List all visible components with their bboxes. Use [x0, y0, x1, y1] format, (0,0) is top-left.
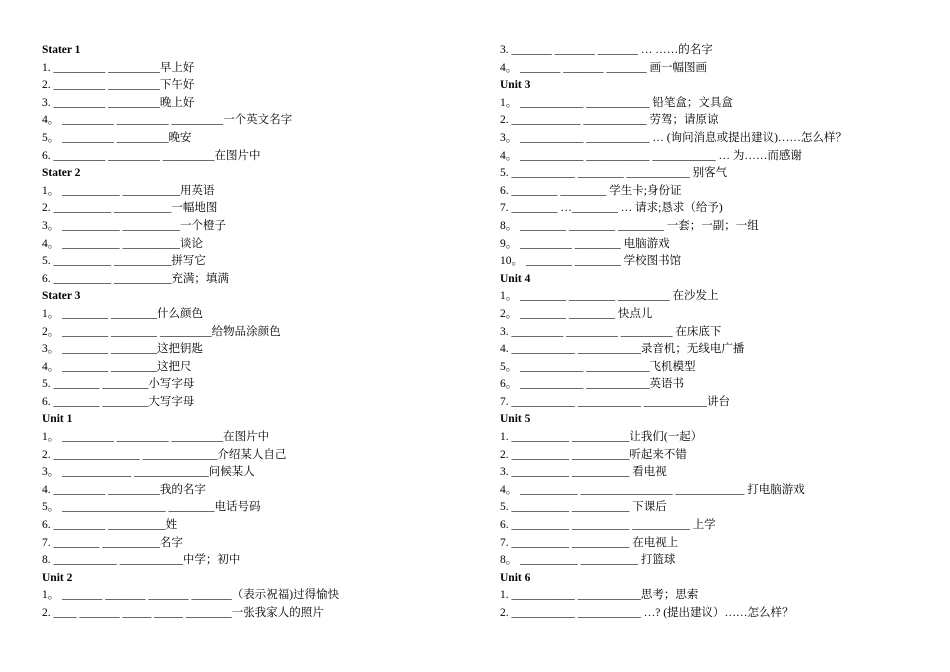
exercise-item: 4. ___________ ___________录音机；无线电广播: [500, 343, 745, 356]
exercise-item: 6. ________ ________ 学生卡;身份证: [500, 184, 682, 197]
exercise-item: 3。 __________ __________一个橙子: [42, 219, 226, 232]
section-heading: Unit 5: [500, 413, 531, 426]
exercise-item: 2. ____ _______ _____ _____ ________一张我家人的照片: [42, 607, 324, 619]
exercise-item: 4。 ___________ ___________ ___________ … 为……而感谢: [500, 149, 802, 162]
exercise-item: 2. __________ __________听起来不错: [500, 448, 687, 461]
exercise-item: 6。 ___________ ___________英语书: [500, 378, 684, 391]
exercise-item: 5。 _________ _________晚安: [42, 131, 192, 144]
exercise-item: 2. _________ _________下午好: [42, 79, 195, 92]
exercise-item: 1。 __________ __________用英语: [42, 184, 215, 197]
exercise-item: 2. _______________ _____________介绍某人自己: [42, 448, 287, 461]
exercise-item: 6. _________ __________姓: [42, 519, 178, 532]
exercise-item: 2。 ________ ________ _________给物品涂颜色: [42, 325, 281, 338]
exercise-item: 1. ___________ ___________思考；思索: [500, 589, 699, 602]
exercise-item: 8. ___________ ___________中学；初中: [42, 554, 241, 567]
exercise-item: 2. __________ __________一幅地图: [42, 202, 218, 215]
exercise-item: 7. ___________ ___________ ___________讲台: [500, 395, 730, 408]
exercise-item: 7. __________ __________ 在电视上: [500, 536, 679, 549]
section-heading: Unit 6: [500, 571, 531, 584]
exercise-item: 4。 __________ __________谈论: [42, 237, 203, 250]
exercise-item: 4。 ________ ________这把尺: [42, 360, 192, 373]
exercise-item: 1. __________ __________让我们(一起）: [500, 431, 703, 444]
exercise-item: 5. ___________ ________ ___________ 别客气: [500, 167, 728, 180]
exercise-item: 4. _________ _________我的名字: [42, 483, 206, 496]
exercise-item: 2. ___________ ___________ …? (提出建议）……怎么样？: [500, 607, 794, 619]
exercise-item: 6. _________ _________ _________在图片中: [42, 149, 261, 162]
exercise-item: 2。 ________ ________ 快点儿: [500, 307, 653, 320]
section-heading: Unit 2: [42, 571, 73, 584]
exercise-item: 3。 ___________ ___________ … (询问消息或提出建议)……怎么样？: [500, 131, 847, 144]
section-heading: Stater 2: [42, 167, 81, 180]
exercise-item: 5。 __________________ ________电话号码: [42, 501, 261, 514]
exercise-item: 6. __________ __________ __________ 上学: [500, 519, 716, 532]
exercise-item: 1。 _________ _________ _________在图片中: [42, 431, 270, 444]
exercise-item: 5。 ___________ ___________飞机模型: [500, 360, 696, 373]
exercise-item: 5. ________ ________小写字母: [42, 378, 195, 391]
section-heading: Unit 3: [500, 79, 531, 92]
exercise-item: 3。 ____________ _____________问候某人: [42, 466, 255, 479]
exercise-item: 3. _______ _______ _______ … ……的名字: [500, 44, 713, 56]
exercise-item: 4。 __________ ________________ ____________ 打电脑游戏: [500, 483, 805, 496]
exercise-item: 3. __________ __________ 看电视: [500, 466, 667, 479]
exercise-item: 1。 _______ _______ _______ _______（表示祝福)过得愉快: [42, 589, 340, 602]
section-heading: Unit 4: [500, 272, 531, 285]
exercise-item: 3. _________ _________晚上好: [42, 96, 195, 109]
section-heading: Stater 1: [42, 44, 81, 56]
exercise-item: 1。 ___________ ___________ 铅笔盒；文具盒: [500, 96, 733, 109]
exercise-item: 5. __________ __________拼写它: [42, 255, 206, 268]
section-heading: Unit 1: [42, 413, 73, 426]
exercise-item: 7. ________ …________ … 请求;恳求（给予): [500, 202, 723, 215]
exercise-item: 5. __________ __________ 下课后: [500, 501, 667, 514]
exercise-item: 10。 ________ ________ 学校图书馆: [500, 255, 682, 268]
exercise-item: 1。 ________ ________ _________ 在沙发上: [500, 290, 719, 303]
exercise-item: 6. __________ __________充满；填满: [42, 272, 229, 285]
exercise-item: 4。 _________ _________ _________一个英文名字: [42, 114, 293, 127]
exercise-item: 4。 _______ _______ _______ 画一幅图画: [500, 61, 707, 74]
exercise-item: 1. _________ _________早上好: [42, 61, 195, 74]
exercise-item: 3. _________ _________ _________ 在床底下: [500, 325, 722, 338]
exercise-item: 8。 ________ ________ ________ 一套；一副；一组: [500, 219, 759, 232]
left-column: [42, 42, 462, 623]
exercise-item: 1。 ________ ________什么颜色: [42, 307, 203, 320]
exercise-item: 9。 _________ ________ 电脑游戏: [500, 237, 670, 250]
section-heading: Stater 3: [42, 290, 81, 303]
exercise-item: 2. ____________ ___________ 劳驾；请原谅: [500, 114, 719, 127]
exercise-item: 3。 ________ ________这把钥匙: [42, 343, 203, 356]
exercise-item: 6. ________ ________大写字母: [42, 395, 195, 408]
exercise-item: 7. ________ __________名字: [42, 536, 183, 549]
right-column: [500, 42, 920, 623]
exercise-item: 8。 __________ __________ 打篮球: [500, 554, 676, 567]
